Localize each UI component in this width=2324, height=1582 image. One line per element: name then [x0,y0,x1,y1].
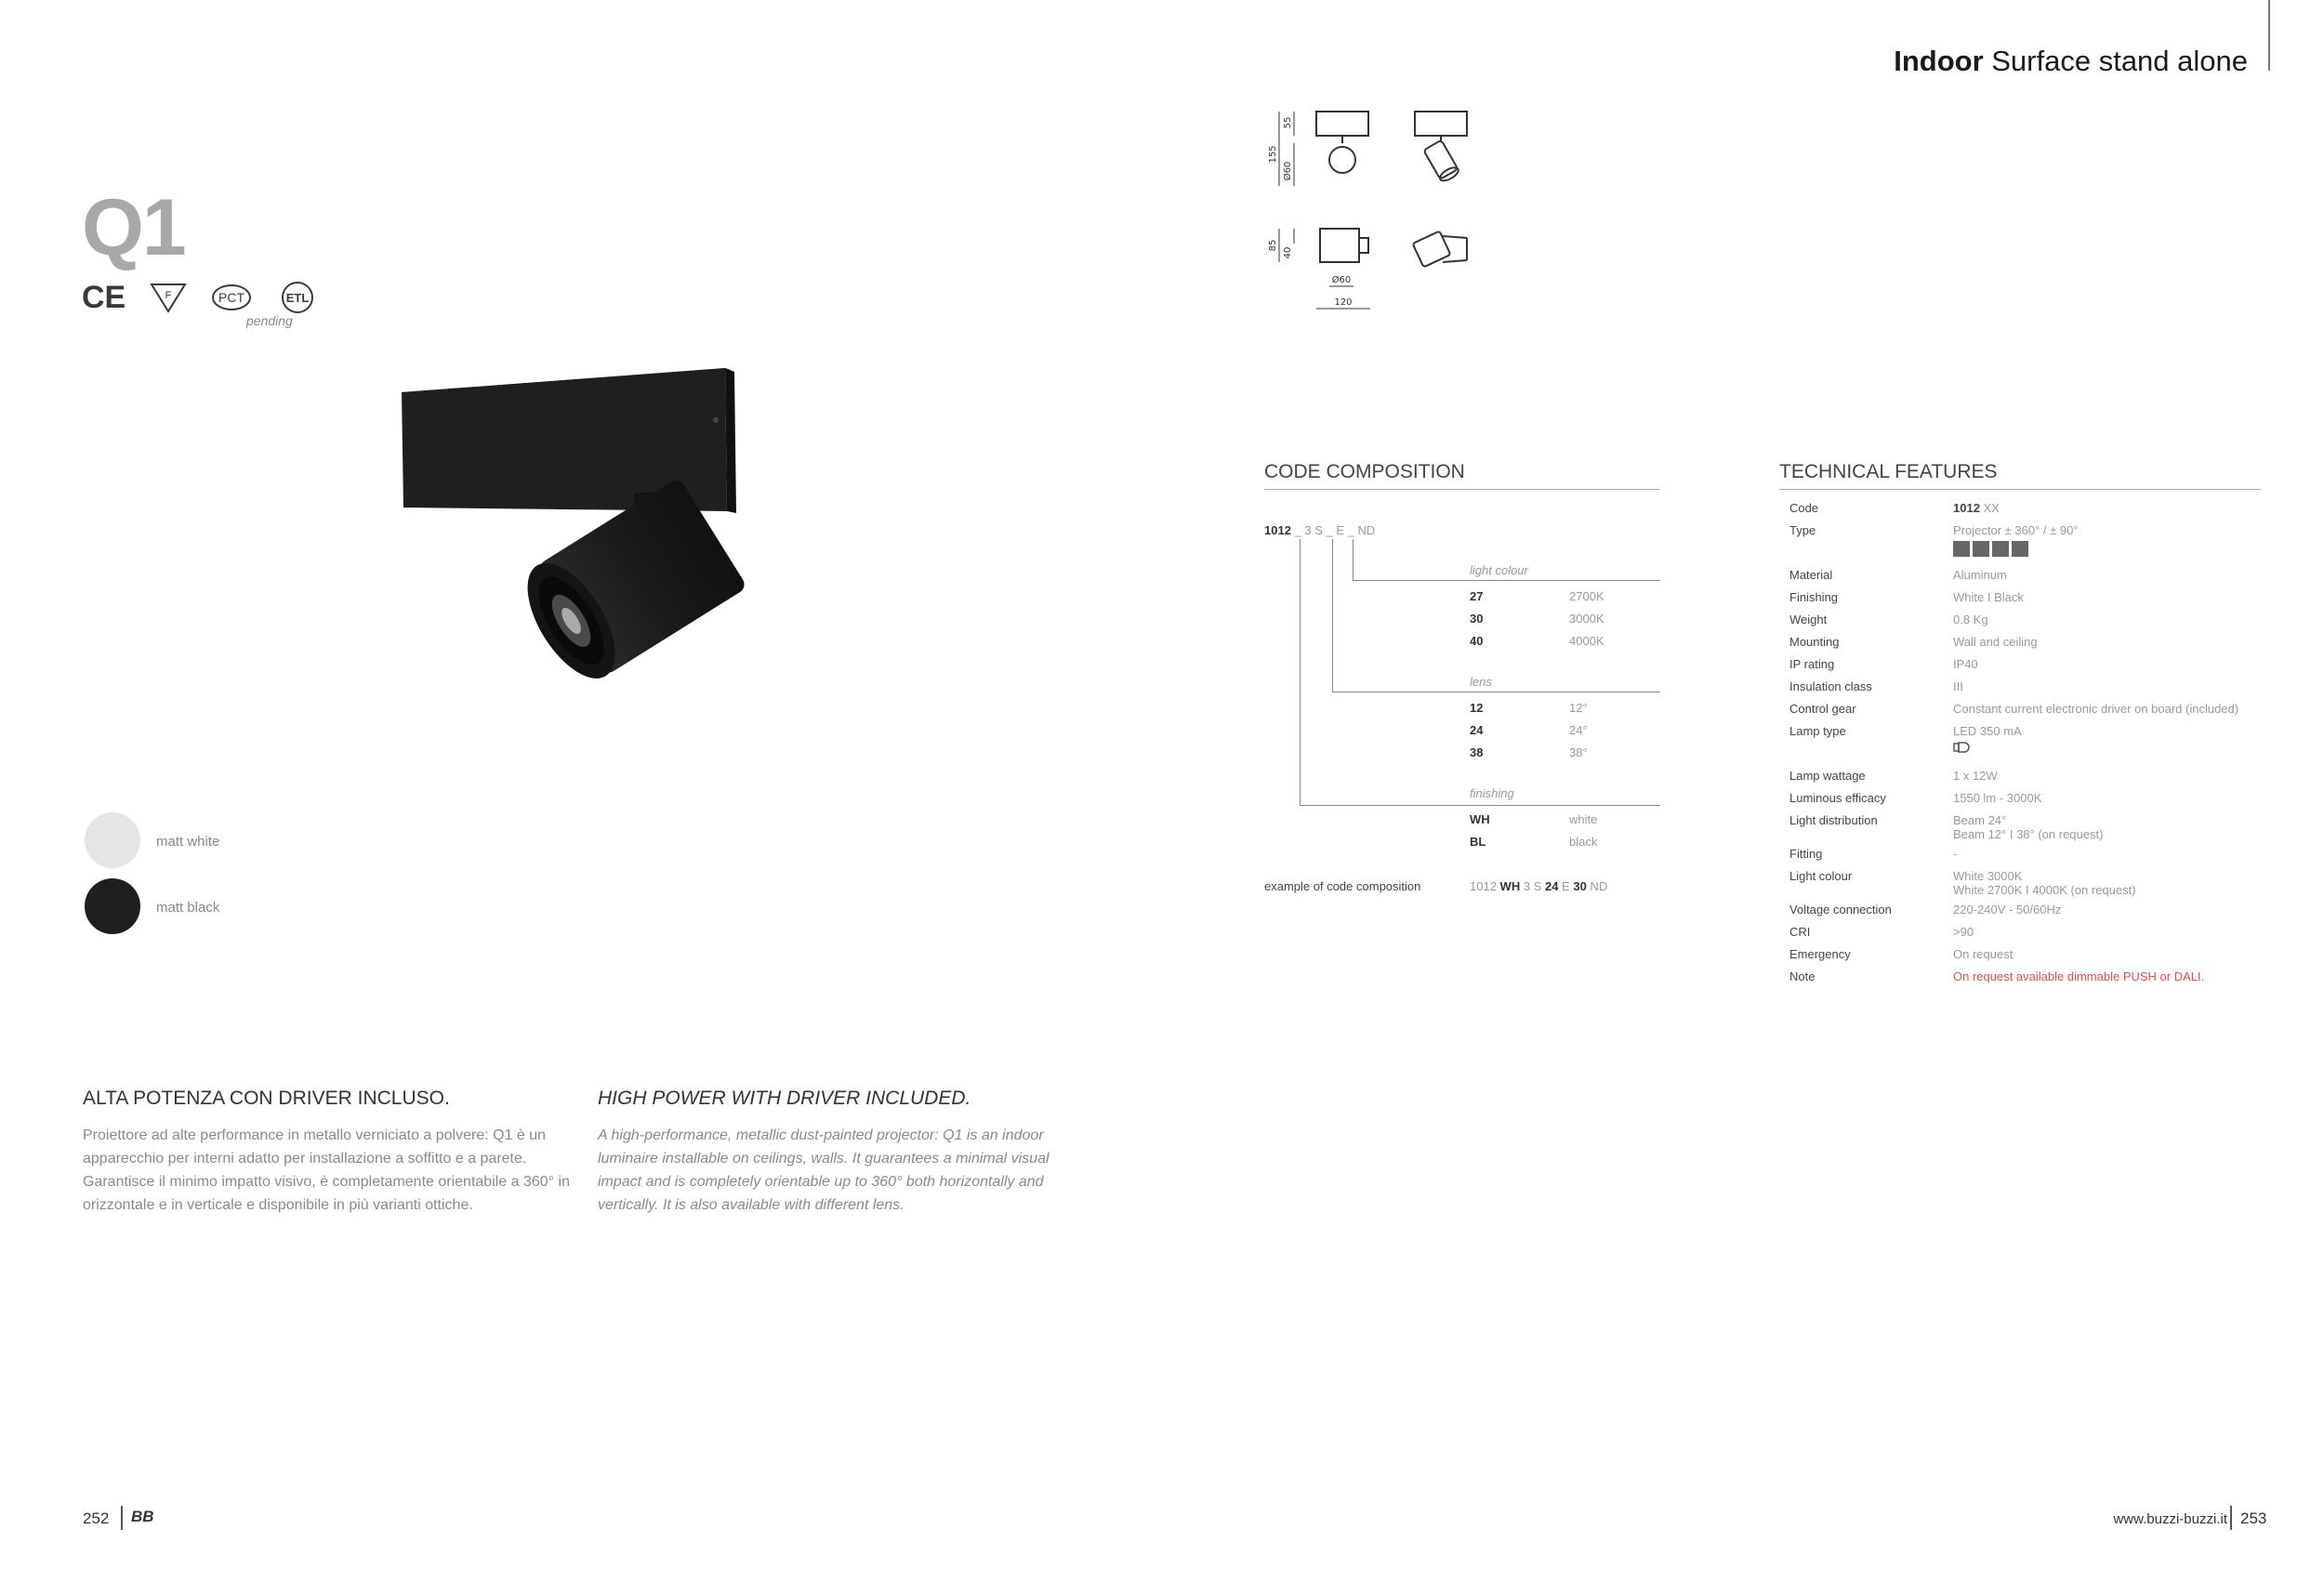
tf-label: Weight [1789,613,1828,626]
technical-drawing [1246,100,1487,323]
wall-mount-icon [1973,541,1989,557]
tf-value: III [1953,679,1963,693]
code-meaning: 2700K [1569,589,1604,603]
tf-label: Code [1789,501,1819,515]
connector-light-h [1353,580,1660,581]
tf-value: 220-240V - 50/60Hz [1953,903,2062,916]
tf-value-2: Beam 12° I 38° (on request) [1953,827,2104,841]
code-meaning: black [1569,835,1598,849]
svg-text:Ø60: Ø60 [1331,275,1352,285]
tf-label: Note [1789,969,1816,983]
section-title: Indoor Surface stand alone [1894,45,2248,77]
ceiling-mount-icon [1953,541,1970,557]
code-value: 38 [1470,745,1484,759]
tf-value: On request [1953,947,2014,961]
tf-label: Material [1789,568,1833,582]
type-icons [1953,541,2028,557]
code-meaning: 38° [1569,745,1588,759]
product-photo [372,353,809,744]
svg-text:40: 40 [1283,246,1293,259]
tf-value-2: White 2700K I 4000K (on request) [1953,883,2136,897]
technical-features-title: TECHNICAL FEATURES [1779,461,1998,482]
tf-label: Luminous efficacy [1789,791,1886,805]
tf-label: Type [1789,523,1816,537]
tf-value: >90 [1953,925,1974,939]
code-value: 24 [1470,723,1484,737]
tf-value: 0.8 Kg [1953,613,1988,626]
tf-label: Control gear [1789,702,1856,716]
footer-divider-left [121,1506,123,1530]
svg-text:PCT: PCT [218,290,245,305]
svg-text:F: F [165,290,172,301]
led-lamp-icon [1953,741,1974,754]
svg-text:85: 85 [1268,239,1278,252]
connector-finishing-h [1300,805,1660,806]
tf-label: Light colour [1789,869,1853,883]
tf-label: Mounting [1789,635,1840,649]
code-meaning: 24° [1569,723,1588,737]
page-number-right: 253 [2240,1509,2267,1527]
code-pattern: 1012 _ 3 S _ E _ ND [1264,523,1376,537]
tf-label: Insulation class [1789,679,1872,693]
tf-value: - [1953,847,1958,861]
footer-divider-right [2230,1506,2232,1530]
tf-value: Constant current electronic driver on board (included) [1953,702,2239,716]
tf-label: Finishing [1789,590,1839,604]
example-label: example of code composition [1264,879,1421,893]
description-text-it: Proiettore ad alte performance in metallo verniciato a polvere: Q1 è un apparecchio per interni adatto per installazione a soffitto e a parete. Garantisce il minimo impatto visivo, è completamente orientabile a 360° in orizzontale e in verticale e disponibile in più varianti ottiche. [83,1127,570,1213]
svg-text:ETL: ETL [285,291,310,305]
tf-label: CRI [1789,925,1811,939]
code-value: 12 [1470,701,1484,715]
tf-value: White I Black [1953,590,2024,604]
swatch-label-white: matt white [156,834,220,850]
tf-value: Aluminum [1953,568,2007,582]
tf-value: Wall and ceiling [1953,635,2038,649]
code-value: 40 [1470,634,1484,648]
tf-value: White 3000K [1953,869,2023,883]
tf-value: 1012 XX [1953,501,2000,515]
tf-label: Lamp type [1789,724,1846,738]
page-number-left: 252 [83,1509,110,1527]
tf-value: Projector ± 360° / ± 90° [1953,523,2079,537]
code-composition-title: CODE COMPOSITION [1264,461,1465,482]
tf-label: Voltage connection [1789,903,1892,916]
code-meaning: 12° [1569,701,1588,715]
product-name: Q1 [82,183,185,272]
adjustable-icon [1992,541,2009,557]
rotatable-icon [2012,541,2028,557]
code-value: 30 [1470,612,1484,626]
code-meaning: white [1569,812,1598,826]
code-value: WH [1470,812,1490,826]
pct-mark-icon [211,283,252,312]
description-text-en: A high-performance, metallic dust-painted projector: Q1 is an indoor luminaire installable on ceilings, walls. It guarantees a minimal visual impact and is completely orientable up to 360° both horizontally and vertically. It is also available with different lens. [598,1127,1050,1213]
code-value: 27 [1470,589,1484,603]
code-meaning: 3000K [1569,612,1604,626]
description-title-en: HIGH POWER WITH DRIVER INCLUDED. [598,1088,971,1109]
connector-lens [1332,539,1333,692]
ce-mark-icon: CE [82,280,126,315]
tf-value: IP40 [1953,657,1978,671]
example-code: 1012 WH 3 S 24 E 30 ND [1470,879,1608,893]
tf-label: Emergency [1789,947,1851,961]
group-label: lens [1470,675,1492,689]
code-composition-rule [1264,489,1660,490]
tf-label: Light distribution [1789,813,1878,827]
tf-label: Lamp wattage [1789,769,1866,783]
group-label: light colour [1470,563,1528,577]
svg-text:120: 120 [1334,297,1353,308]
swatch-label-black: matt black [156,900,220,916]
svg-text:Ø60: Ø60 [1283,161,1293,181]
tf-value: Beam 24° [1953,813,2007,827]
swatch-matt-white [85,812,140,868]
code-value: BL [1470,835,1486,849]
tf-value: 1 x 12W [1953,769,1998,783]
group-label: finishing [1470,786,1514,800]
brand-logo-icon: BB [131,1508,154,1525]
tf-label: IP rating [1789,657,1835,671]
cert-pending-note: pending [246,313,293,328]
tf-label: Fitting [1789,847,1823,861]
tf-value: LED 350 mA [1953,724,2022,738]
connector-finishing [1300,539,1301,805]
certification-row [82,279,319,316]
etl-mark-icon [276,279,319,316]
header-divider [2268,0,2270,71]
tf-value-note: On request available dimmable PUSH or DALI. [1953,969,2205,983]
website-link[interactable]: www.buzzi-buzzi.it [2113,1511,2227,1527]
svg-text:55: 55 [1283,116,1293,129]
swatch-matt-black [85,878,140,934]
svg-text:155: 155 [1268,145,1278,164]
technical-features-rule [1779,489,2261,490]
code-meaning: 4000K [1569,634,1604,648]
f-mark-icon [150,282,187,313]
tf-value: 1550 lm - 3000K [1953,791,2042,805]
description-title-it: ALTA POTENZA CON DRIVER INCLUSO. [83,1088,450,1109]
